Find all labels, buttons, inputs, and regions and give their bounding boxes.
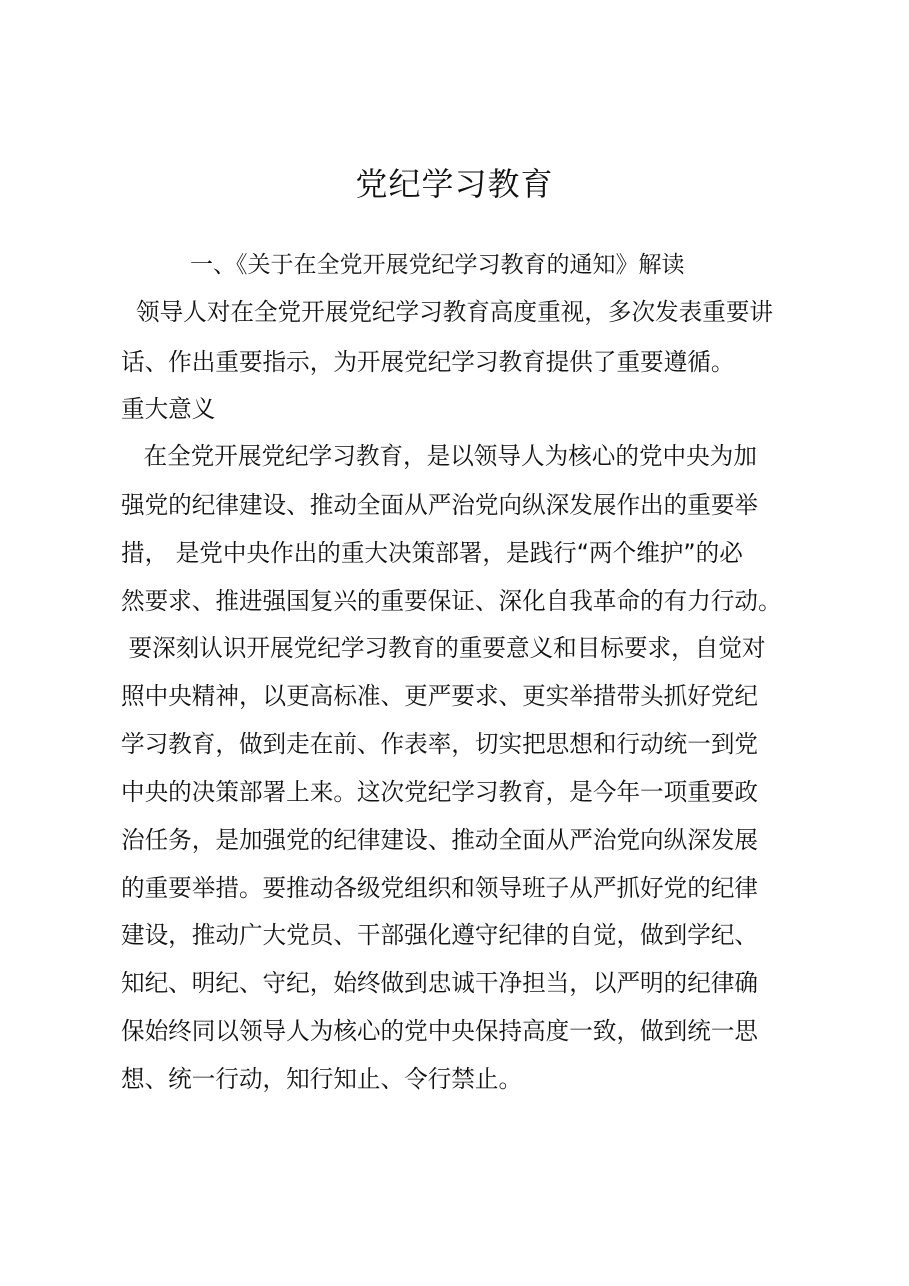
text-line: 要深刻认识开展党纪学习教育的重要意义和目标要求，自觉对 — [121, 634, 766, 662]
text-line: 领导人对在全党开展党纪学习教育高度重视，多次发表重要讲 — [121, 298, 774, 326]
text-line: 的重要举措。要推动各级党组织和领导班子从严抓好党的纪律 — [121, 874, 759, 902]
text-line: 想、统一行动，知行知止、令行禁止。 — [121, 1065, 523, 1093]
text-line: 治任务，是加强党的纪律建设、推动全面从严治党向纵深发展 — [121, 826, 759, 854]
text-line: 强党的纪律建设、推动全面从严治党向纵深发展作出的重要举 — [121, 491, 759, 519]
text-line: 建设，推动广大党员、干部强化遵守纪律的自觉，做到学纪、 — [121, 921, 759, 949]
text-line: 保始终同以领导人为核心的党中央保持高度一致，做到统一思 — [121, 1017, 759, 1045]
document-title: 党纪学习教育 — [355, 165, 554, 203]
text-line: 照中央精神，以更高标准、更严要求、更实举措带头抓好党纪 — [121, 682, 759, 710]
text-line: 学习教育，做到走在前、作表率，切实把思想和行动统一到党 — [121, 730, 759, 758]
text-line: 然要求、推进强国复兴的重要保证、深化自我革命的有力行动。 — [121, 587, 782, 615]
text-line: 话、作出重要指示，为开展党纪学习教育提供了重要遵循。 — [121, 348, 735, 376]
text-line: 中央的决策部署上来。这次党纪学习教育，是今年一项重要政 — [121, 778, 759, 806]
section-heading: 一、《关于在全党开展党纪学习教育的通知》解读 — [190, 252, 685, 278]
text-line: 措， 是党中央作出的重大决策部署，是践行“两个维护”的必 — [121, 539, 743, 567]
subheading-significance: 重大意义 — [121, 395, 216, 423]
text-line: 知纪、明纪、守纪，始终做到忠诚干净担当，以严明的纪律确 — [121, 969, 759, 997]
text-line: 在全党开展党纪学习教育，是以领导人为核心的党中央为加 — [121, 442, 757, 470]
